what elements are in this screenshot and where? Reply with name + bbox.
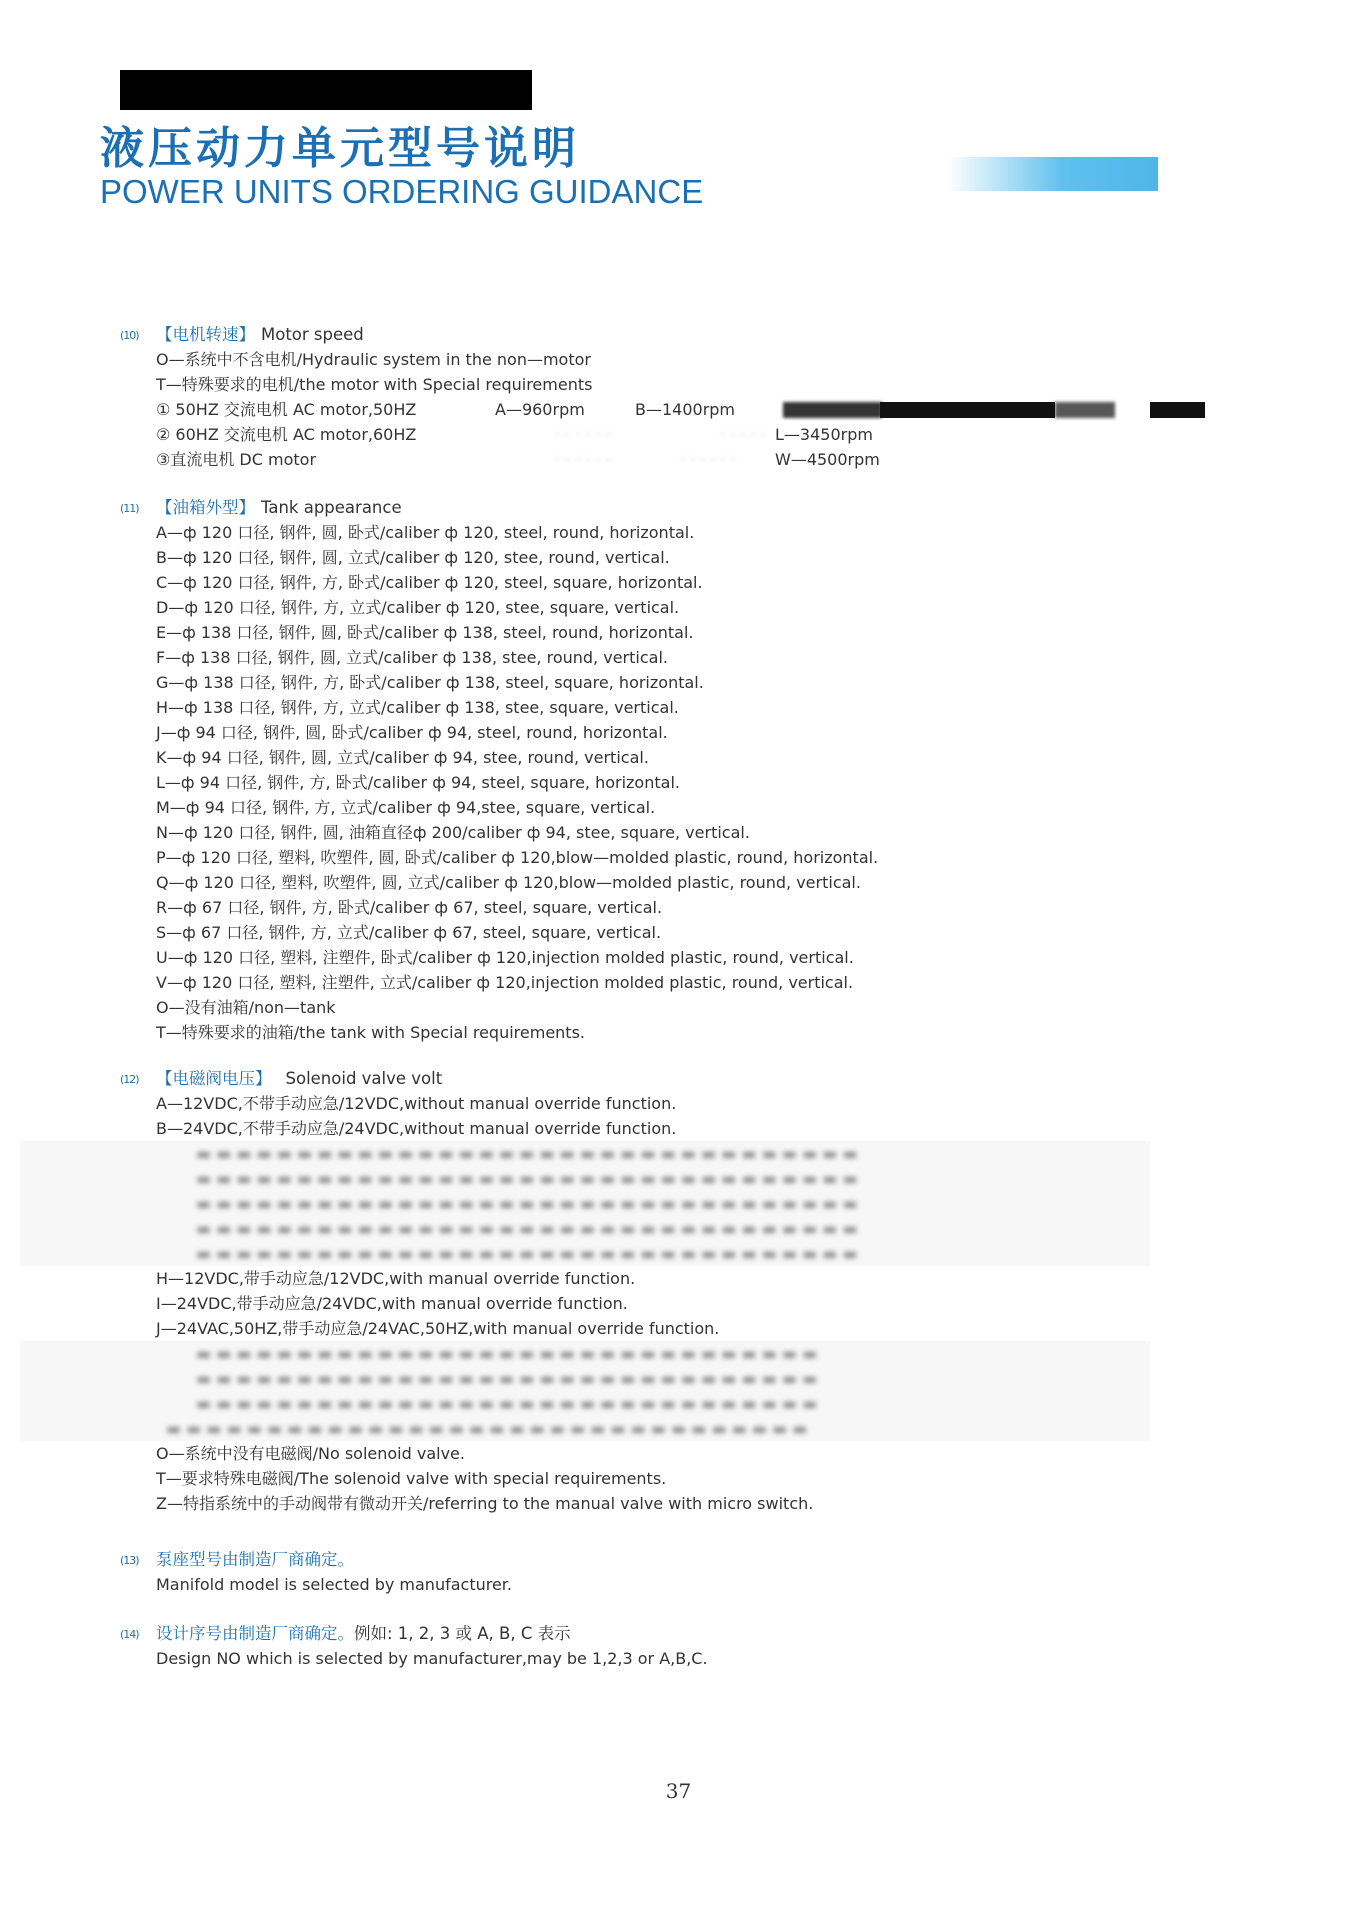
section-title-cn: 设计序号由制造厂商确定。 <box>156 1624 354 1643</box>
list-item: B—24VDC,不带手动应急/24VDC,without manual override function. <box>156 1119 677 1138</box>
section-design-no <box>120 1621 1320 1671</box>
list-item: B—ф 120 口径, 钢件, 圆, 立式/caliber ф 120, stee, round, vertical. <box>156 548 670 567</box>
section-title <box>156 1621 571 1646</box>
section-title <box>156 495 402 520</box>
section-number: (12) <box>120 1073 139 1086</box>
blurred-speed: · · · · · <box>720 425 766 444</box>
list-item: T—特殊要求的油箱/the tank with Special requirements. <box>156 1023 585 1042</box>
list-item: Z—特指系统中的手动阀带有微动开关/referring to the manual valve with micro switch. <box>156 1494 814 1513</box>
list-item: H—12VDC,带手动应急/12VDC,with manual override function. <box>156 1269 636 1288</box>
list-item: K—ф 94 口径, 钢件, 圆, 立式/caliber ф 94, stee, round, vertical. <box>156 748 649 767</box>
section-number: (14) <box>120 1628 139 1641</box>
redaction <box>1150 402 1205 418</box>
blurred-speed: · · · · · · <box>555 450 611 469</box>
motor-label: ② 60HZ 交流电机 AC motor,60HZ <box>156 425 417 444</box>
page-title-cn: 液压动力单元型号说明 <box>100 123 580 174</box>
section-number: (10) <box>120 329 139 342</box>
redaction <box>1055 402 1115 418</box>
list-item: C—ф 120 口径, 钢件, 方, 卧式/caliber ф 120, steel, square, horizontal. <box>156 573 703 592</box>
list-item: F—ф 138 口径, 钢件, 圆, 立式/caliber ф 138, stee, round, vertical. <box>156 648 668 667</box>
section-motor-speed <box>120 322 1320 472</box>
list-item: V—ф 120 口径, 塑料, 注塑件, 立式/caliber ф 120,injection molded plastic, round, vertical. <box>156 973 854 992</box>
blurred-speed: · · · · · · <box>680 450 736 469</box>
motor-row <box>120 447 1320 472</box>
section-title-en: Tank appearance <box>261 498 402 517</box>
motor-label: ③直流电机 DC motor <box>156 450 317 469</box>
section-title-en: Solenoid valve volt <box>285 1069 443 1088</box>
redaction-bar <box>120 70 532 110</box>
blurred-block <box>120 1341 1320 1441</box>
page-title-en: POWER UNITS ORDERING GUIDANCE <box>100 173 704 210</box>
blurred-line: ▬ ▬ ▬ ▬ ▬ ▬ ▬ ▬ ▬ ▬ ▬ ▬ ▬ ▬ ▬ ▬ ▬ ▬ ▬ ▬ ▬ ▬ ▬ ▬ ▬ ▬ ▬ ▬ ▬ ▬ ▬ ▬ ▬ <box>196 1144 858 1163</box>
blurred-block <box>120 1141 1320 1266</box>
blurred-line: ▬ ▬ ▬ ▬ ▬ ▬ ▬ ▬ ▬ ▬ ▬ ▬ ▬ ▬ ▬ ▬ ▬ ▬ ▬ ▬ ▬ ▬ ▬ ▬ ▬ ▬ ▬ ▬ ▬ ▬ ▬ <box>196 1369 818 1388</box>
motor-label: ① 50HZ 交流电机 AC motor,50HZ <box>156 400 417 419</box>
section-title-cn: 泵座型号由制造厂商确定。 <box>156 1550 354 1569</box>
section-heading <box>120 1066 1320 1091</box>
blurred-line: ▬ ▬ ▬ ▬ ▬ ▬ ▬ ▬ ▬ ▬ ▬ ▬ ▬ ▬ ▬ ▬ ▬ ▬ ▬ ▬ ▬ ▬ ▬ ▬ ▬ ▬ ▬ ▬ ▬ ▬ ▬ ▬ ▬ <box>196 1244 858 1263</box>
blurred-line: ▬ ▬ ▬ ▬ ▬ ▬ ▬ ▬ ▬ ▬ ▬ ▬ ▬ ▬ ▬ ▬ ▬ ▬ ▬ ▬ ▬ ▬ ▬ ▬ ▬ ▬ ▬ ▬ ▬ ▬ ▬ <box>196 1344 818 1363</box>
section-number: (11) <box>120 502 139 515</box>
blurred-line: ▬ ▬ ▬ ▬ ▬ ▬ ▬ ▬ ▬ ▬ ▬ ▬ ▬ ▬ ▬ ▬ ▬ ▬ ▬ ▬ ▬ ▬ ▬ ▬ ▬ ▬ ▬ ▬ ▬ ▬ ▬ ▬ ▬ <box>196 1169 858 1188</box>
section-heading <box>120 1547 1320 1572</box>
list-item: E—ф 138 口径, 钢件, 圆, 卧式/caliber ф 138, steel, round, horizontal. <box>156 623 694 642</box>
list-item: Q—ф 120 口径, 塑料, 吹塑件, 圆, 立式/caliber ф 120,blow—molded plastic, round, vertical. <box>156 873 861 892</box>
list-item: O—系统中不含电机/Hydraulic system in the non—motor <box>156 350 591 369</box>
list-item: O—没有油箱/non—tank <box>156 998 336 1017</box>
section-title <box>156 1066 442 1091</box>
list-item: U—ф 120 口径, 塑料, 注塑件, 卧式/caliber ф 120,injection molded plastic, round, vertical. <box>156 948 854 967</box>
list-item: Manifold model is selected by manufacturer. <box>156 1575 512 1594</box>
section-title-rest: 例如: 1, 2, 3 或 A, B, C 表示 <box>354 1624 571 1643</box>
section-heading <box>120 322 1320 347</box>
section-heading <box>120 1621 1320 1646</box>
section-tank-appearance <box>120 495 1320 1045</box>
section-title <box>156 322 364 347</box>
list-item: H—ф 138 口径, 钢件, 方, 立式/caliber ф 138, stee, square, vertical. <box>156 698 679 717</box>
speed-c: W—4500rpm <box>775 450 880 469</box>
section-title-cn: 【电机转速】 <box>156 325 255 344</box>
list-item: P—ф 120 口径, 塑料, 吹塑件, 圆, 卧式/caliber ф 120,blow—molded plastic, round, horizontal. <box>156 848 879 867</box>
page-number: 37 <box>665 1779 692 1803</box>
list-item: J—ф 94 口径, 钢件, 圆, 卧式/caliber ф 94, steel, round, horizontal. <box>156 723 668 742</box>
blurred-speed: · · · · · · <box>555 425 611 444</box>
list-item: J—24VAC,50HZ,带手动应急/24VAC,50HZ,with manual override function. <box>156 1319 720 1338</box>
section-manifold-model <box>120 1547 1320 1597</box>
list-item: Design NO which is selected by manufacturer,may be 1,2,3 or A,B,C. <box>156 1649 708 1668</box>
section-solenoid-volt <box>120 1066 1320 1516</box>
list-item: T—特殊要求的电机/the motor with Special requirements <box>156 375 593 394</box>
list-item: A—12VDC,不带手动应急/12VDC,without manual override function. <box>156 1094 677 1113</box>
speed-b: B—1400rpm <box>635 400 736 419</box>
title-decoration <box>948 157 1158 191</box>
list-item: G—ф 138 口径, 钢件, 方, 卧式/caliber ф 138, steel, square, horizontal. <box>156 673 704 692</box>
blurred-line: ▬ ▬ ▬ ▬ ▬ ▬ ▬ ▬ ▬ ▬ ▬ ▬ ▬ ▬ ▬ ▬ ▬ ▬ ▬ ▬ ▬ ▬ ▬ ▬ ▬ ▬ ▬ ▬ ▬ ▬ ▬ ▬ ▬ <box>196 1194 858 1213</box>
blurred-line: ▬ ▬ ▬ ▬ ▬ ▬ ▬ ▬ ▬ ▬ ▬ ▬ ▬ ▬ ▬ ▬ ▬ ▬ ▬ ▬ ▬ ▬ ▬ ▬ ▬ ▬ ▬ ▬ ▬ ▬ ▬ ▬ ▬ <box>196 1219 858 1238</box>
list-item: N—ф 120 口径, 钢件, 圆, 油箱直径ф 200/caliber ф 94, stee, square, vertical. <box>156 823 750 842</box>
redaction <box>783 402 882 418</box>
list-item: R—ф 67 口径, 钢件, 方, 卧式/caliber ф 67, steel, square, vertical. <box>156 898 663 917</box>
list-item: A—ф 120 口径, 钢件, 圆, 卧式/caliber ф 120, steel, round, horizontal. <box>156 523 695 542</box>
motor-row <box>120 422 1320 447</box>
section-title-en: Motor speed <box>261 325 364 344</box>
section-number: (13) <box>120 1554 139 1567</box>
redaction <box>880 402 1055 418</box>
list-item: D—ф 120 口径, 钢件, 方, 立式/caliber ф 120, stee, square, vertical. <box>156 598 680 617</box>
list-item: M—ф 94 口径, 钢件, 方, 立式/caliber ф 94,stee, square, vertical. <box>156 798 656 817</box>
section-title-cn: 【电磁阀电压】 <box>156 1069 272 1088</box>
list-item: L—ф 94 口径, 钢件, 方, 卧式/caliber ф 94, steel, square, horizontal. <box>156 773 680 792</box>
blurred-line: ▬ ▬ ▬ ▬ ▬ ▬ ▬ ▬ ▬ ▬ ▬ ▬ ▬ ▬ ▬ ▬ ▬ ▬ ▬ ▬ ▬ ▬ ▬ ▬ ▬ ▬ ▬ ▬ ▬ ▬ ▬ <box>196 1394 818 1413</box>
blurred-line: ▬ ▬ ▬ ▬ ▬ ▬ ▬ ▬ ▬ ▬ ▬ ▬ ▬ ▬ ▬ ▬ ▬ ▬ ▬ ▬ ▬ ▬ ▬ ▬ ▬ ▬ ▬ ▬ ▬ ▬ ▬ ▬ <box>166 1419 808 1438</box>
speed-a: A—960rpm <box>495 400 585 419</box>
motor-row <box>120 397 1320 422</box>
list-item: T—要求特殊电磁阀/The solenoid valve with special requirements. <box>156 1469 667 1488</box>
section-title-cn: 【油箱外型】 <box>156 498 255 517</box>
speed-c: L—3450rpm <box>775 425 873 444</box>
list-item: S—ф 67 口径, 钢件, 方, 立式/caliber ф 67, steel, square, vertical. <box>156 923 662 942</box>
list-item: O—系统中没有电磁阀/No solenoid valve. <box>156 1444 465 1463</box>
list-item: I—24VDC,带手动应急/24VDC,with manual override function. <box>156 1294 628 1313</box>
section-heading <box>120 495 1320 520</box>
